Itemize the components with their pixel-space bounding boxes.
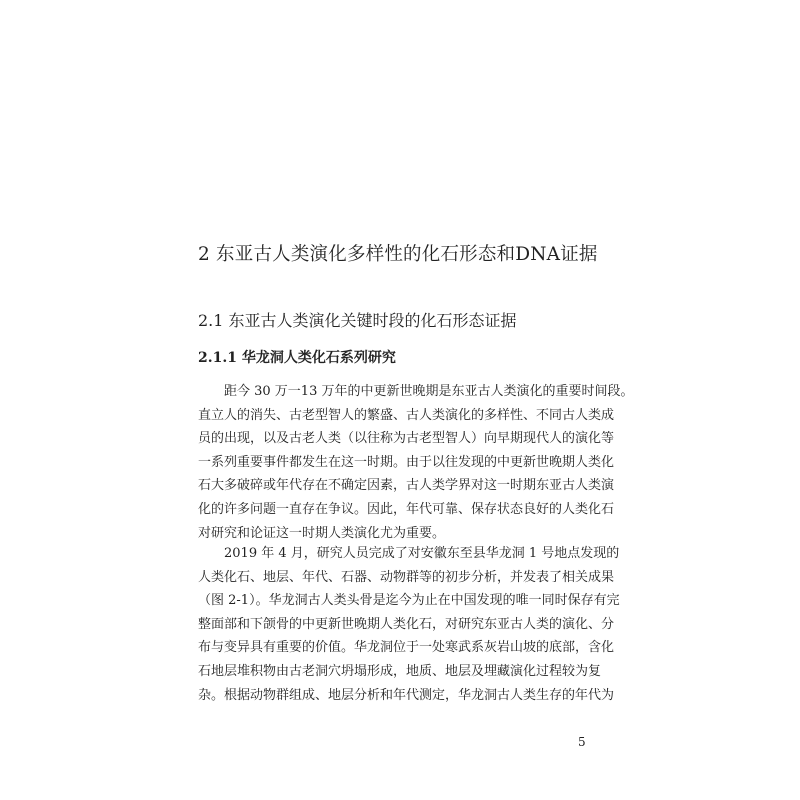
paragraph-line: 人类化石、地层、年代、石器、动物群等的初步分析，并发表了相关成果 [198, 569, 615, 585]
paragraph-line: 2019 年 4 月，研究人员完成了对安徽东至县华龙洞 1 号地点发现的 [224, 546, 620, 561]
paragraph-line: 对研究和论证这一时期人类演化尤为重要。 [198, 525, 446, 541]
page-number: 5 [578, 735, 586, 749]
paragraph-line: 杂。根据动物群组成、地层分析和年代测定，华龙洞古人类生存的年代为 [198, 687, 615, 703]
section-title: 2.1 东亚古人类演化关键时段的化石形态证据 [198, 311, 517, 330]
paragraph-1 [198, 380, 634, 545]
paragraph-line: 一系列重要事件都发生在这一时期。由于以往发现的中更新世晚期人类化 [198, 454, 615, 470]
paragraph-line: 直立人的消失、古老型智人的繁盛、古人类演化的多样性、不同古人类成 [198, 407, 615, 423]
subsection-title: 2.1.1 华龙洞人类化石系列研究 [198, 350, 396, 366]
paragraph-line: 石大多破碎或年代存在不确定因素，古人类学界对这一时期东亚古人类演 [198, 478, 615, 494]
paragraph-2 [198, 542, 620, 707]
paragraph-line: （图 2-1）。华龙洞古人类头骨是迄今为止在中国发现的唯一同时保存有完 [198, 593, 620, 609]
paragraph-line: 布与变异具有重要的价值。华龙洞位于一处寒武系灰岩山坡的底部，含化 [198, 640, 615, 656]
paragraph-line: 整面部和下颌骨的中更新世晚期人类化石，对研究东亚古人类的演化、分 [198, 616, 615, 632]
chapter-title: 2 东亚古人类演化多样性的化石形态和DNA证据 [198, 244, 598, 265]
paragraph-line: 员的出现，以及古老人类（以往称为古老型智人）向早期现代人的演化等 [198, 431, 615, 447]
paragraph-line: 距今 30 万一13 万年的中更新世晚期是东亚古人类演化的重要时间段。 [224, 384, 634, 399]
paragraph-line: 化的许多问题一直存在争议。因此，年代可靠、保存状态良好的人类化石 [198, 501, 615, 517]
paragraph-line: 石地层堆积物由古老洞穴坍塌形成，地质、地层及埋藏演化过程较为复 [198, 663, 602, 679]
